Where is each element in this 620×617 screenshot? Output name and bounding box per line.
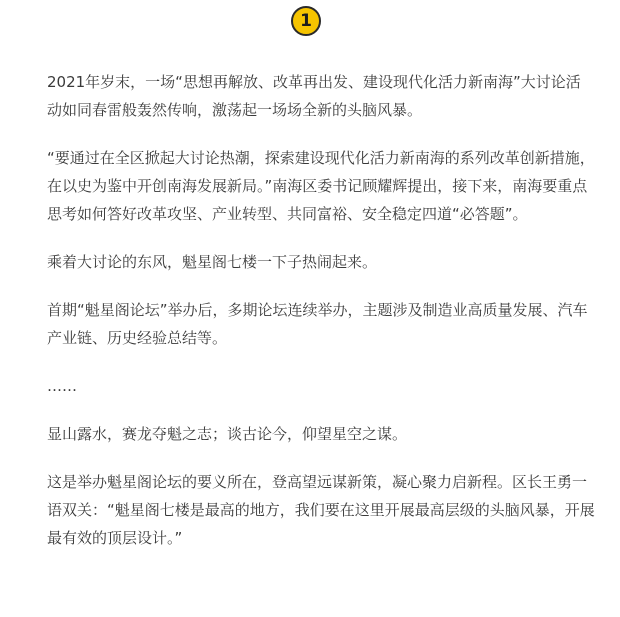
ellipsis-paragraph: …… [47, 377, 77, 395]
paragraph-4: 首期“魁星阁论坛”举办后，多期论坛连续举办，主题涉及制造业高质量发展、汽车产业链、历史经验总结等。 [47, 301, 588, 347]
paragraph-7: 这是举办魁星阁论坛的要义所在，登高望远谋新策，凝心聚力启新程。区长王勇一语双关：“魁星阁七楼是最高的地方，我们要在这里开展最高层级的头脑风暴，开展最有效的顶层设计。” [47, 473, 595, 547]
paragraph-3: 乘着大讨论的东风，魁星阁七楼一下子热闹起来。 [47, 253, 378, 271]
section-number-badge: 1 [291, 6, 321, 36]
article-body [47, 68, 595, 572]
paragraph-1: 2021年岁末，一场“思想再解放、改革再出发、建设现代化活力新南海”大讨论活动如同春雷般轰然传响，激荡起一场场全新的头脑风暴。 [47, 73, 581, 119]
paragraph-6: 显山露水，赛龙夺魁之志；谈古论今，仰望星空之谋。 [47, 425, 408, 443]
paragraph-2: “要通过在全区掀起大讨论热潮，探索建设现代化活力新南海的系列改革创新措施，在以史为鉴中开创南海发展新局。”南海区委书记顾耀辉提出，接下来，南海要重点思考如何答好改革攻坚、产业转型、共同富裕、安全稳定四道“必答题”。 [47, 149, 595, 223]
